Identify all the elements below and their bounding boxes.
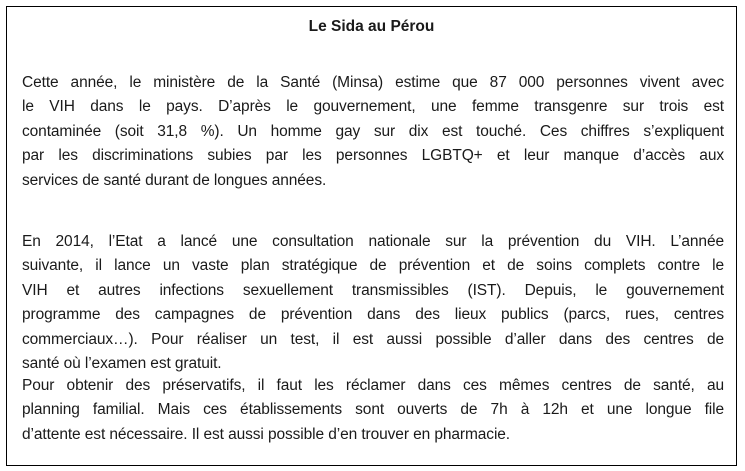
- paragraph-line: En 2014, l’Etat a lancé une consultation nationale sur la prévention du VIH. L’année: [22, 233, 724, 250]
- paragraph-line: Cette année, le ministère de la Santé (Minsa) estime que 87 000 personnes vivent avec: [22, 74, 724, 91]
- paragraph-line: VIH et autres infections sexuellement transmissibles (IST). Depuis, le gouvernement: [22, 281, 724, 299]
- paragraph-line: Pour obtenir des préservatifs, il faut les réclamer dans ces mêmes centres de santé, au: [22, 377, 724, 394]
- paragraph-line: planning familial. Mais ces établissements sont ouverts de 7h à 12h et une longue file: [22, 401, 724, 419]
- paragraph-3: [22, 374, 724, 447]
- paragraph-line: suivante, il lance un vaste plan stratégique de prévention et de soins complets contre le: [22, 257, 724, 275]
- paragraph-line: contaminée (soit 31,8 %). Un homme gay sur dix est touché. Ces chiffres s’expliquent: [22, 122, 724, 140]
- paragraph-1: [22, 71, 724, 193]
- text-box: [6, 6, 737, 466]
- document-title: Le Sida au Pérou: [308, 18, 435, 35]
- paragraph-line: santé où l’examen est gratuit.: [22, 355, 222, 373]
- paragraph-2: [22, 230, 724, 376]
- paragraph-line: d’attente est nécessaire. Il est aussi possible d’en trouver en pharmacie.: [22, 425, 511, 443]
- paragraph-line: programme des campagnes de prévention dans des lieux publics (parcs, rues, centres: [22, 306, 724, 324]
- paragraph-line: services de santé durant de longues années.: [22, 171, 327, 189]
- paragraph-line: commerciaux…). Pour réaliser un test, il est aussi possible d’aller dans des centres de: [22, 330, 724, 348]
- paragraph-line: par les discriminations subies par les personnes LGBTQ+ et leur manque d’accès aux: [22, 147, 724, 165]
- paragraph-line: le VIH dans le pays. D’après le gouvernement, une femme transgenre sur trois est: [22, 98, 724, 116]
